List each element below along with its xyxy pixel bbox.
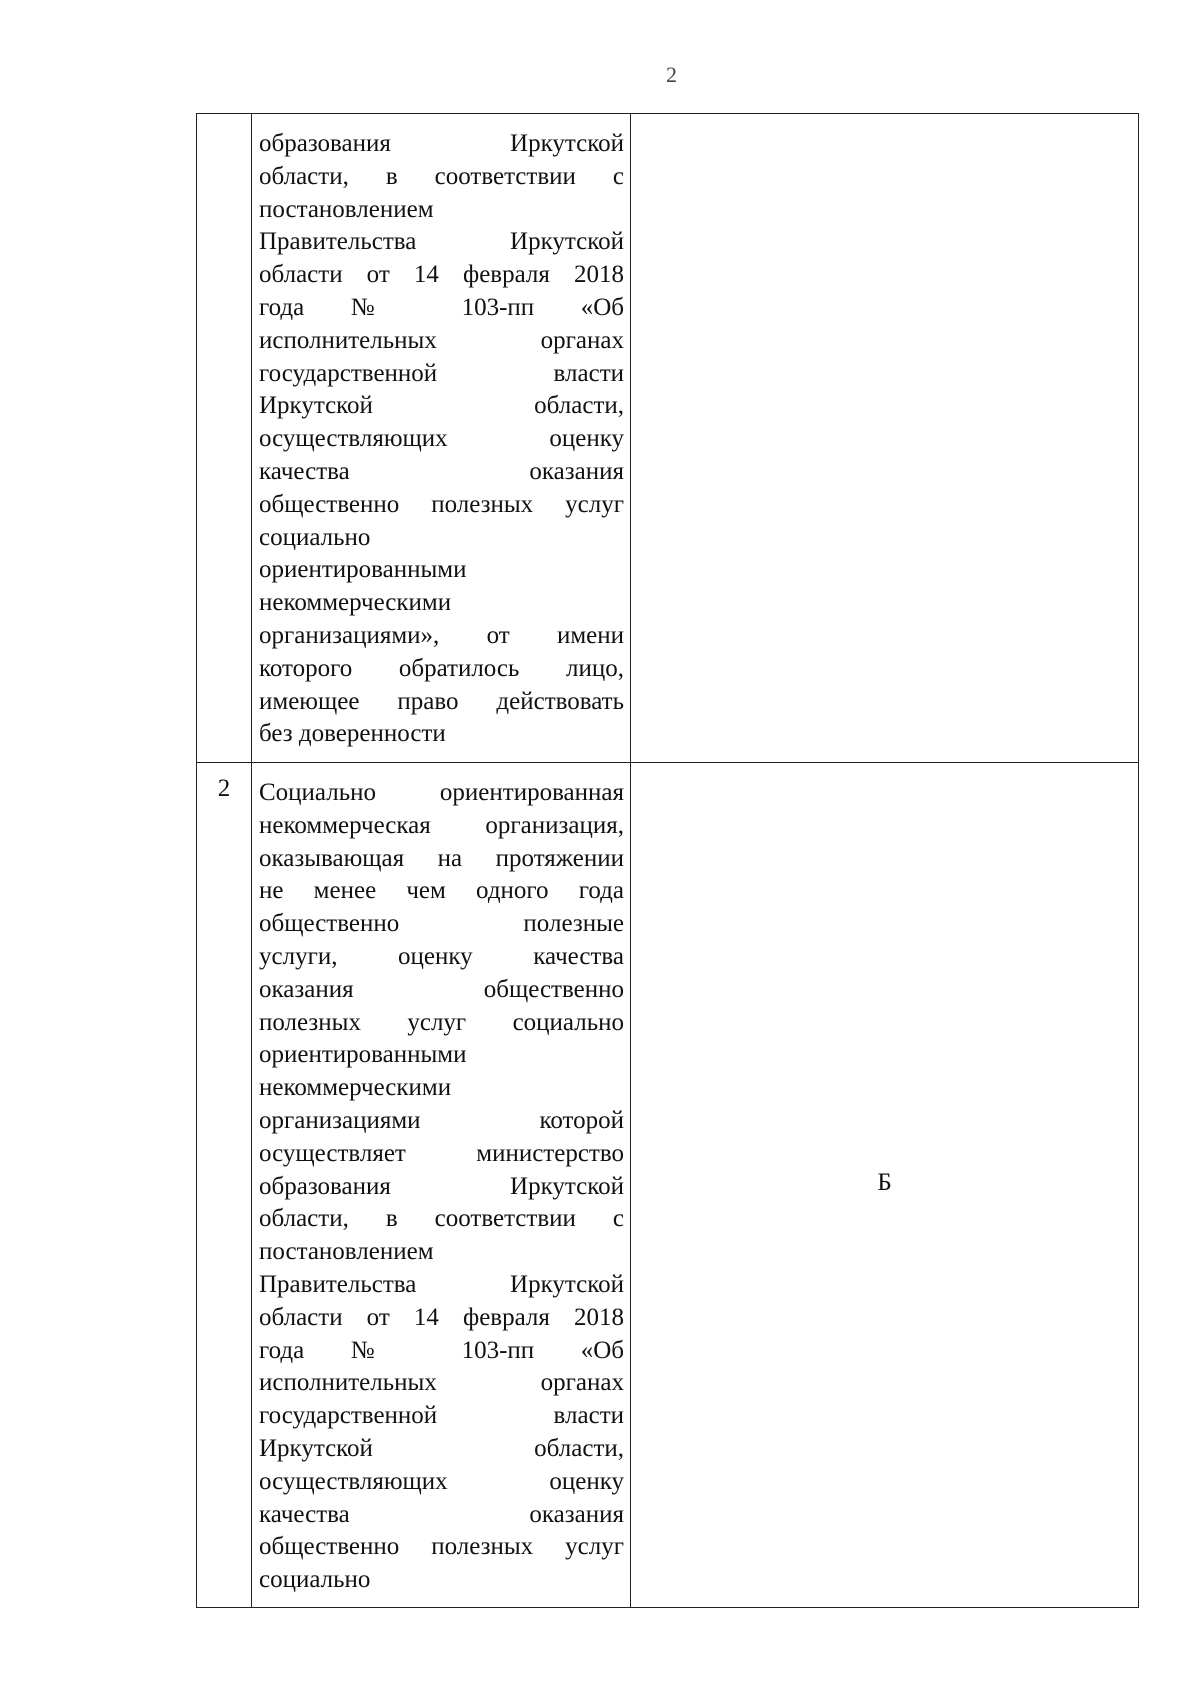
text-line: Иркутской области, [259, 1434, 624, 1462]
table-row [197, 763, 1139, 1608]
text-line: постановлением [259, 1238, 434, 1266]
text-line: образования Иркутской [259, 1172, 624, 1200]
text-line: Иркутской области, [259, 392, 624, 420]
text-line: осуществляет министерство [259, 1139, 624, 1167]
text-line: осуществляющих оценку [259, 1467, 624, 1495]
text-line: социально [259, 1566, 371, 1594]
text-line: оказывающая на протяжении [259, 844, 624, 872]
text-line: организациями», от имени [259, 621, 624, 649]
text-line: некоммерческая организация, [259, 811, 624, 839]
text-line: общественно полезных услуг [259, 1533, 624, 1561]
text-line: Социально ориентированная [259, 779, 624, 806]
text-line: некоммерческими [259, 1074, 452, 1102]
text-line: без доверенности [259, 720, 446, 748]
text-line: ориентированными [259, 556, 467, 584]
text-line: области от 14 февраля 2018 [259, 261, 624, 289]
text-line: осуществляющих оценку [259, 425, 624, 453]
text-line: исполнительных органах [259, 1369, 624, 1397]
text-line: оказания общественно [259, 975, 624, 1003]
text-line: области, в соответствии с [259, 1205, 624, 1233]
grade-cell [631, 114, 1139, 763]
text-line: образования Иркутской [259, 130, 624, 157]
page-number: 2 [666, 62, 677, 87]
text-line: услуги, оценку качества [259, 942, 624, 970]
grade-cell [631, 763, 1139, 1608]
text-line: исполнительных органах [259, 326, 624, 354]
text-line: общественно полезные [259, 910, 624, 938]
text-line: общественно полезных услуг [259, 490, 624, 518]
text-line: года № 103-пп «Об [259, 1336, 624, 1364]
row-number-cell [197, 114, 252, 763]
text-line: качества оказания [259, 1500, 624, 1528]
description-cell [252, 763, 631, 1608]
text-line: ориентированными [259, 1041, 467, 1069]
text-line: Правительства Иркутской [259, 228, 624, 256]
table-row [197, 114, 1139, 763]
row-number-cell [197, 763, 252, 1608]
document-table [196, 113, 1139, 1608]
text-line: которого обратилось лицо, [259, 654, 624, 682]
text-line: некоммерческими [259, 589, 452, 617]
description-cell [252, 114, 631, 763]
row-number: 2 [217, 775, 231, 802]
text-line: постановлением [259, 195, 434, 223]
text-line: области, в соответствии с [259, 162, 624, 190]
text-line: не менее чем одного года [259, 877, 624, 905]
text-line: государственной власти [259, 359, 624, 387]
text-line: социально [259, 523, 371, 551]
text-line: организациями которой [259, 1106, 624, 1134]
text-line: года № 103-пп «Об [259, 293, 624, 321]
grade-value: Б [877, 1169, 892, 1196]
text-line: Правительства Иркутской [259, 1270, 624, 1298]
text-line: качества оказания [259, 457, 624, 485]
text-line: государственной власти [259, 1402, 624, 1430]
text-line: имеющее право действовать [259, 687, 624, 715]
text-line: области от 14 февраля 2018 [259, 1303, 624, 1331]
text-line: полезных услуг социально [259, 1008, 624, 1036]
